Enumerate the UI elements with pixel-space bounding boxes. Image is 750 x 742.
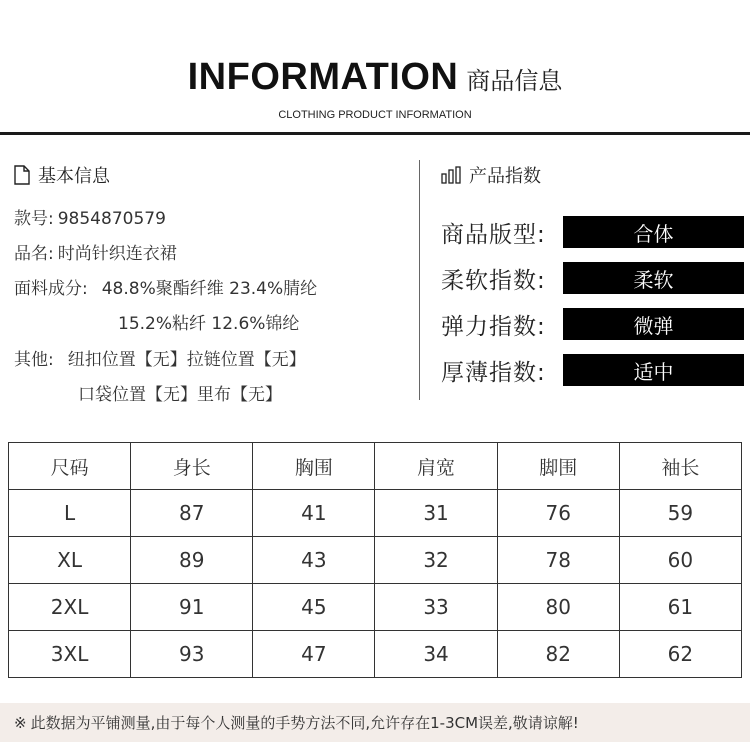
title-en: INFORMATION: [187, 56, 459, 98]
other-value-line2: 口袋位置【无】里布【无】: [78, 385, 282, 405]
title-zh: 商品信息: [466, 67, 563, 95]
product-index-header: [441, 160, 746, 190]
style-no-label: 款号:: [14, 209, 54, 229]
table-row: [9, 490, 742, 537]
table-row: [9, 537, 742, 584]
index-row-thickness: [441, 354, 744, 386]
table-cell: XL: [9, 537, 131, 584]
table-row: [9, 584, 742, 631]
size-table: [8, 442, 742, 678]
table-cell: 62: [619, 631, 741, 678]
index-value: 柔软: [563, 262, 744, 294]
subtitle: CLOTHING PRODUCT INFORMATION: [278, 109, 472, 121]
table-cell: 3XL: [9, 631, 131, 678]
other-line: [14, 345, 306, 370]
table-cell: 61: [619, 584, 741, 631]
product-index-section: [441, 160, 746, 386]
table-cell: 47: [253, 631, 375, 678]
fabric-value-line1: 48.8%聚酯纤维 23.4%腈纶: [101, 279, 318, 299]
column-header: 袖长: [619, 443, 741, 490]
index-name: 厚薄指数:: [441, 359, 546, 386]
index-name: 柔软指数:: [441, 267, 546, 294]
table-cell: 87: [131, 490, 253, 537]
table-cell: 59: [619, 490, 741, 537]
column-header: 脚围: [497, 443, 619, 490]
product-name-value: 时尚针织连衣裙: [57, 244, 177, 264]
title-row: [0, 56, 750, 99]
bar-chart-icon: [441, 166, 461, 184]
table-cell: 2XL: [9, 584, 131, 631]
table-cell: 34: [375, 631, 497, 678]
table-cell: 31: [375, 490, 497, 537]
table-cell: 89: [131, 537, 253, 584]
table-cell: 41: [253, 490, 375, 537]
table-cell: L: [9, 490, 131, 537]
basic-info-header: [14, 160, 414, 190]
index-name: 商品版型:: [441, 221, 546, 248]
table-cell: 80: [497, 584, 619, 631]
product-name-label: 品名:: [14, 244, 54, 264]
product-index-title: 产品指数: [469, 166, 541, 187]
index-value: 微弹: [563, 308, 744, 340]
table-cell: 33: [375, 584, 497, 631]
style-no-line: [14, 204, 166, 229]
column-header: 肩宽: [375, 443, 497, 490]
index-name: 弹力指数:: [441, 313, 546, 340]
section-divider: [419, 160, 420, 400]
table-cell: 91: [131, 584, 253, 631]
basic-info-section: [14, 160, 414, 405]
column-header: 尺码: [9, 443, 131, 490]
table-cell: 82: [497, 631, 619, 678]
column-header: 身长: [131, 443, 253, 490]
column-header: 胸围: [253, 443, 375, 490]
table-cell: 93: [131, 631, 253, 678]
other-label: 其他:: [14, 350, 54, 370]
index-value: 合体: [563, 216, 744, 248]
table-cell: 43: [253, 537, 375, 584]
table-cell: 60: [619, 537, 741, 584]
fabric-line: [14, 274, 317, 299]
table-cell: 45: [253, 584, 375, 631]
header-divider: [0, 132, 750, 135]
basic-info-title: 基本信息: [38, 166, 110, 187]
footnote-bar: [0, 703, 750, 742]
product-name-line: [14, 239, 177, 264]
index-row-softness: [441, 262, 744, 294]
table-cell: 76: [497, 490, 619, 537]
document-icon: [14, 165, 30, 185]
index-row-elasticity: [441, 308, 744, 340]
header: [0, 0, 750, 134]
index-value: 适中: [563, 354, 744, 386]
fabric-label: 面料成分:: [14, 279, 88, 299]
table-cell: 32: [375, 537, 497, 584]
fabric-value-line2: 15.2%粘纤 12.6%锦纶: [118, 314, 300, 334]
other-value-line1: 纽扣位置【无】拉链位置【无】: [67, 350, 306, 370]
reference-mark-icon: ※: [14, 713, 27, 732]
size-table-header-row: [9, 443, 742, 490]
table-cell: 78: [497, 537, 619, 584]
table-row: [9, 631, 742, 678]
footnote-text: 此数据为平铺测量,由于每个人测量的手势方法不同,允许存在1-3CM误差,敬请谅解!: [30, 714, 579, 732]
index-row-fit: [441, 216, 744, 248]
style-no-value: 9854870579: [57, 209, 166, 229]
